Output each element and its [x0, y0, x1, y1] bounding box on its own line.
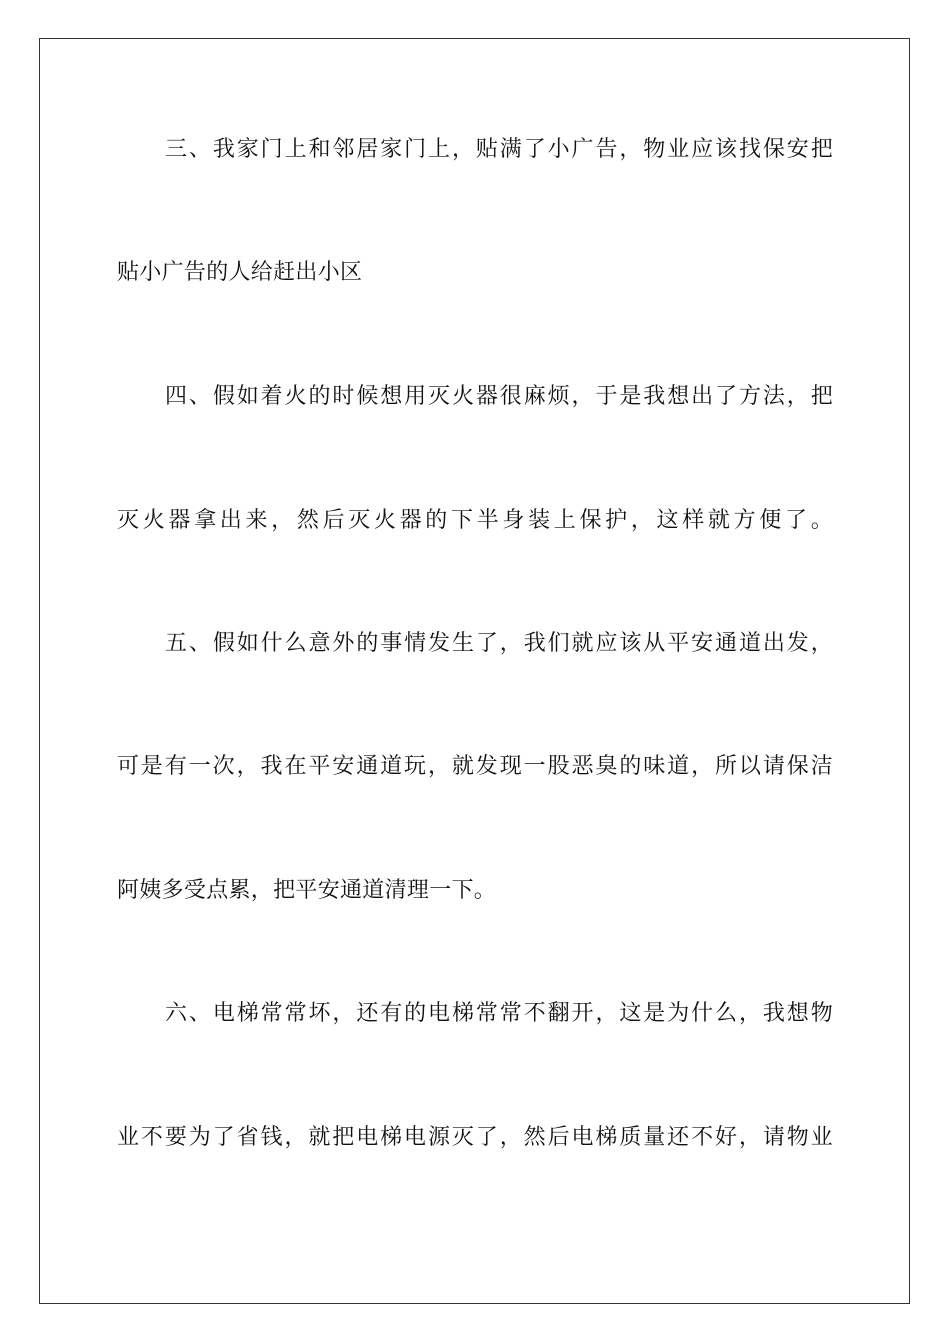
paragraph-4-line-1: 四、假如着火的时候想用灭火器很麻烦，于是我想出了方法，把 [165, 384, 833, 409]
paragraph-5-line-2: 可是有一次，我在平安通道玩，就发现一股恶臭的味道，所以请保洁 [117, 754, 833, 779]
paragraph-4-line-2: 灭火器拿出来，然后灭火器的下半身装上保护，这样就方便了。 [117, 508, 833, 533]
paragraph-3-line-2: 贴小广告的人给赶出小区 [117, 260, 363, 285]
paragraph-5-line-3: 阿姨多受点累，把平安通道清理一下。 [117, 878, 497, 903]
page-frame [39, 38, 910, 1304]
paragraph-5-line-1: 五、假如什么意外的事情发生了，我们就应该从平安通道出发， [165, 631, 833, 656]
paragraph-6-line-1: 六、电梯常常坏，还有的电梯常常不翻开，这是为什么，我想物 [165, 1001, 833, 1026]
paragraph-3-line-1: 三、我家门上和邻居家门上，贴满了小广告，物业应该找保安把 [165, 137, 833, 162]
paragraph-6-line-2: 业不要为了省钱，就把电梯电源灭了，然后电梯质量还不好，请物业 [117, 1125, 833, 1150]
